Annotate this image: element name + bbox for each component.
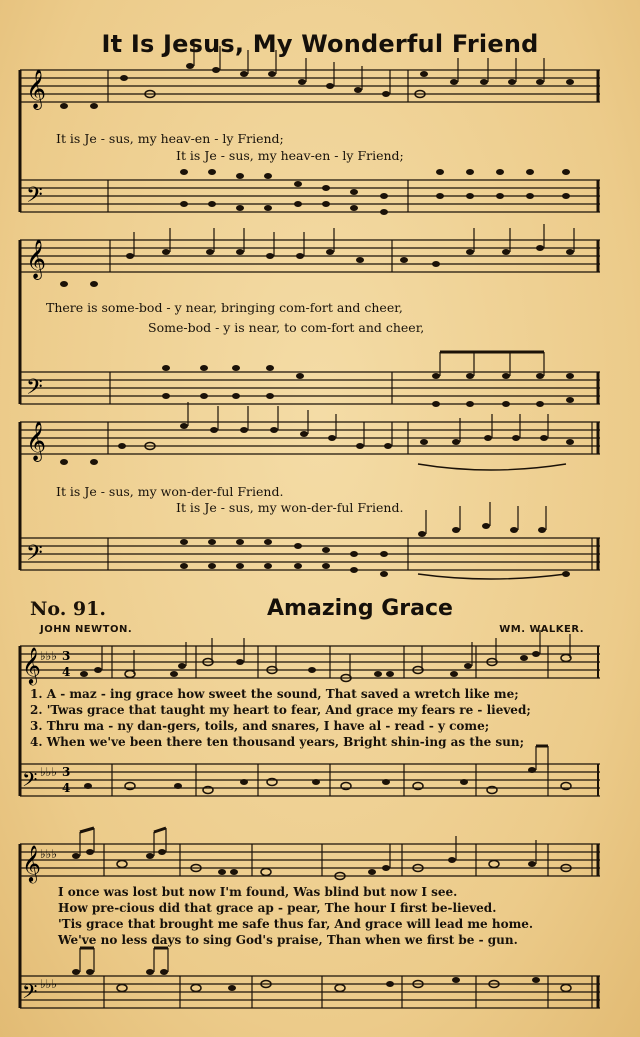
svg-text:𝄞: 𝄞 [26,239,47,279]
svg-text:𝄢: 𝄢 [26,183,43,213]
svg-text:3: 3 [62,649,71,663]
svg-text:4: 4 [62,781,71,795]
svg-text:𝄞: 𝄞 [22,844,41,882]
verse-3-line-b: 'Tis grace that brought me safe thus far, And grace will lead me home. [58,917,534,931]
svg-text:𝄞: 𝄞 [22,646,41,684]
lyric-3-lower: It is Je - sus, my won-der-ful Friend. [176,500,404,515]
svg-text:♭♭♭: ♭♭♭ [40,977,57,991]
lyricist-credit: JOHN NEWTON. [40,624,133,635]
lyric-1-lower: It is Je - sus, my heav-en - ly Friend; [176,148,404,163]
svg-text:3: 3 [62,765,71,779]
verse-1-line-a: 1. A - maz - ing grace how sweet the sound, That saved a wretch like me; [30,687,519,701]
svg-text:𝄞: 𝄞 [26,69,47,109]
svg-text:𝄢: 𝄢 [22,980,38,1008]
verse-1-line-b: I once was lost but now I'm found, Was blind but now I see. [58,885,458,899]
hymn-number: No. 91. [30,598,106,620]
verse-4-line-a: 4. When we've been there ten thousand years, Bright shin-ing as the sun; [30,735,525,749]
lyric-2-lower: Some-bod - y is near, to com-fort and cheer, [148,320,425,335]
verse-2-line-a: 2. 'Twas grace that taught my heart to fear, And grace my fears re - lieved; [30,703,531,717]
song-title-2: Amazing Grace [267,596,453,621]
lyric-3-upper: It is Je - sus, my won-der-ful Friend. [56,484,284,499]
lyric-1-upper: It is Je - sus, my heav-en - ly Friend; [56,131,284,146]
svg-text:♭♭♭: ♭♭♭ [40,765,57,779]
svg-text:𝄢: 𝄢 [22,768,38,796]
composer-credit: WM. WALKER. [499,624,584,635]
verse-4-line-b: We've no less days to sing God's praise, Than when we first be - gun. [58,933,518,947]
svg-text:♭♭♭: ♭♭♭ [40,847,57,861]
verse-2-line-b: How pre-cious did that grace ap - pear, The hour I first be-lieved. [58,901,497,915]
svg-text:𝄢: 𝄢 [26,541,43,571]
lyric-2-upper: There is some-bod - y near, bringing com-fort and cheer, [46,300,403,315]
svg-text:𝄞: 𝄞 [26,421,47,461]
svg-text:♭♭♭: ♭♭♭ [40,649,57,663]
svg-text:4: 4 [62,665,71,679]
svg-text:𝄢: 𝄢 [26,375,43,405]
verse-3-line-a: 3. Thru ma - ny dan-gers, toils, and snares, I have al - read - y come; [30,719,490,733]
song-title-1: It Is Jesus, My Wonderful Friend [101,30,539,58]
